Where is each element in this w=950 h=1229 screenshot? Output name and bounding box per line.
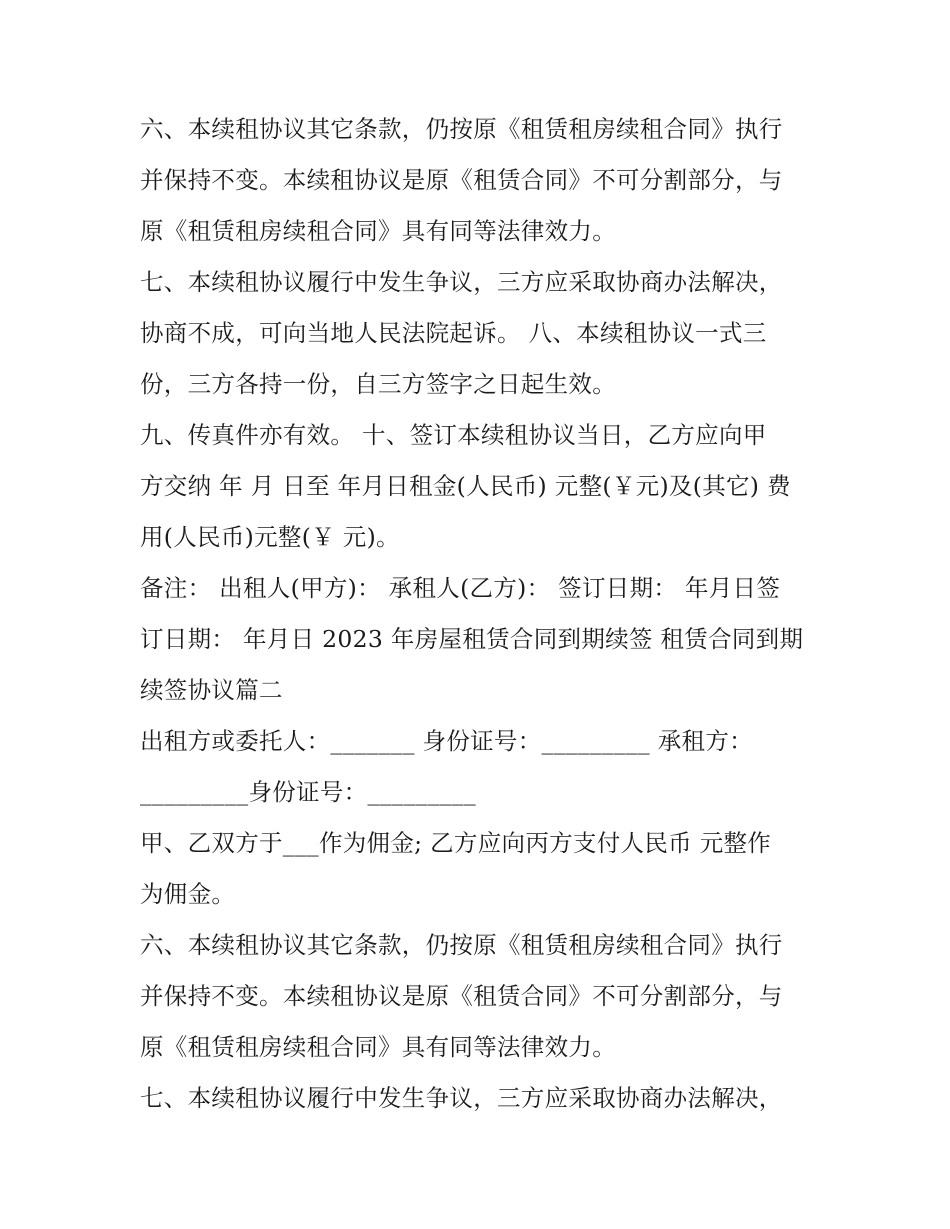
- text-line: 协商不成，可向当地人民法院起诉。 八、本续租协议一式三: [140, 319, 767, 347]
- text-line: 备注： 出租人(甲方)： 承租人(乙方)： 签订日期： 年月日签: [140, 574, 781, 602]
- text-line: 六、本续租协议其它条款，仍按原《租赁租房续租合同》执行: [140, 931, 783, 959]
- text-line: 原《租赁租房续租合同》具有同等法律效力。: [140, 217, 616, 245]
- text-line: 订日期： 年月日 2023 年房屋租赁合同到期续签 租赁合同到期: [140, 625, 804, 653]
- text-line: 并保持不变。本续租协议是原《租赁合同》不可分割部分，与: [140, 982, 783, 1010]
- text-line: 并保持不变。本续租协议是原《租赁合同》不可分割部分，与: [140, 166, 783, 194]
- document-body: [140, 104, 820, 1124]
- text-line: 原《租赁租房续租合同》具有同等法律效力。: [140, 1033, 616, 1061]
- text-line: 出租方或委托人：_______ 身份证号：_________ 承租方：: [140, 727, 753, 755]
- text-line: 七、本续租协议履行中发生争议，三方应采取协商办法解决，: [140, 1084, 783, 1112]
- text-line: 七、本续租协议履行中发生争议，三方应采取协商办法解决，: [140, 268, 783, 296]
- text-line: 六、本续租协议其它条款，仍按原《租赁租房续租合同》执行: [140, 115, 783, 143]
- section-heading: 续签协议篇二: [140, 676, 283, 704]
- text-line: 甲、乙双方于___作为佣金; 乙方应向丙方支付人民币 元整作: [140, 829, 772, 857]
- text-line: 份，三方各持一份，自三方签字之日起生效。: [140, 370, 616, 398]
- text-line: _________身份证号：_________: [140, 778, 476, 806]
- text-line: 方交纳 年 月 日至 年月日租金(人民币) 元整(￥元)及(其它) 费: [140, 472, 791, 500]
- text-line: 九、传真件亦有效。 十、签订本续租协议当日，乙方应向甲: [140, 421, 767, 449]
- text-line: 为佣金。: [140, 880, 236, 908]
- text-line: 用(人民币)元整(￥ 元)。: [140, 523, 400, 551]
